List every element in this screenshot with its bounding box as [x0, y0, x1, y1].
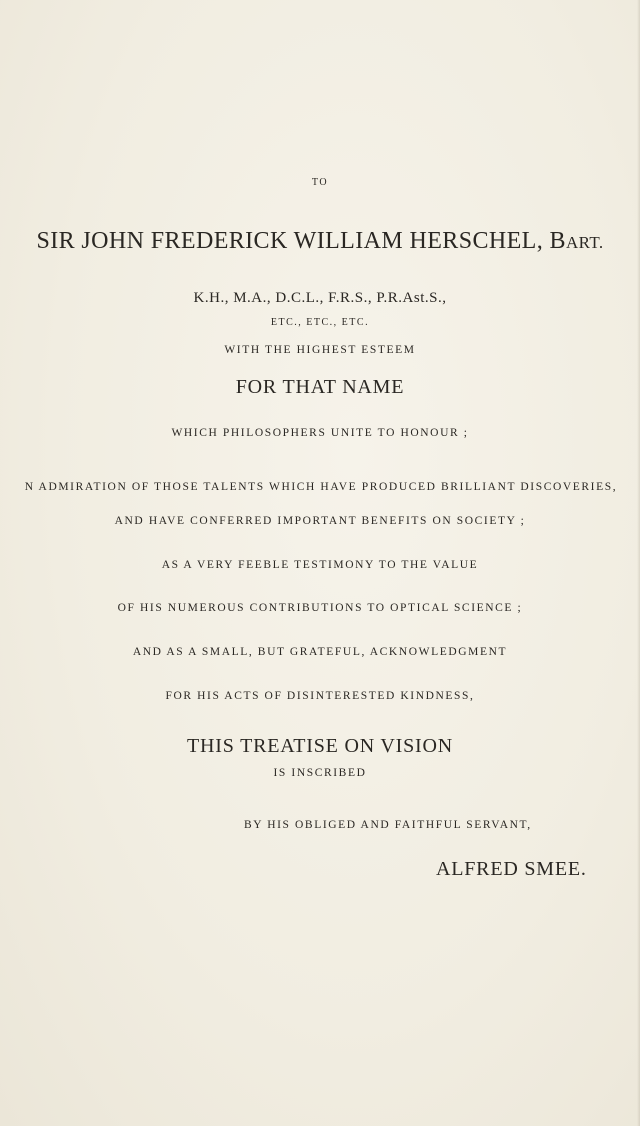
- dedicatee-name: [0, 229, 640, 253]
- conferred-line: AND HAVE CONFERRED IMPORTANT BENEFITS ON SOCIETY ;: [114, 515, 526, 527]
- author-signature: ALFRED SMEE.: [436, 858, 587, 880]
- admiration-line: N ADMIRATION OF THOSE TALENTS WHICH HAVE PRODUCED BRILLIANT DISCOVERIES,: [24, 481, 618, 493]
- kindness-line: FOR HIS ACTS OF DISINTERESTED KINDNESS,: [165, 690, 475, 702]
- esteem-line: WITH THE HIGHEST ESTEEM: [224, 344, 416, 356]
- dedicatee-etc: ETC., ETC., ETC.: [270, 317, 370, 328]
- inscribed-line: IS INSCRIBED: [273, 767, 367, 779]
- treatise-line: THIS TREATISE ON VISION: [187, 735, 453, 757]
- dedicatee-name-main: SIR JOHN FREDERICK WILLIAM HERSCHEL,: [36, 228, 544, 254]
- philosophers-line: WHICH PHILOSOPHERS UNITE TO HONOUR ;: [171, 427, 469, 439]
- dedication-to: TO: [311, 177, 329, 188]
- testimony-line: AS A VERY FEEBLE TESTIMONY TO THE VALUE: [161, 559, 479, 571]
- servant-line: BY HIS OBLIGED AND FAITHFUL SERVANT,: [244, 819, 532, 831]
- acknowledgment-line: AND AS A SMALL, BUT GRATEFUL, ACKNOWLEDGMENT: [132, 646, 508, 658]
- dedicatee-degrees: K.H., M.A., D.C.L., F.R.S., P.R.Ast.S.,: [193, 290, 447, 306]
- dedicatee-title-initial: B: [549, 228, 566, 254]
- contributions-line: OF HIS NUMEROUS CONTRIBUTIONS TO OPTICAL SCIENCE ;: [117, 602, 523, 614]
- dedicatee-title-rest: ART.: [565, 233, 604, 252]
- for-that-name-line: FOR THAT NAME: [235, 376, 405, 398]
